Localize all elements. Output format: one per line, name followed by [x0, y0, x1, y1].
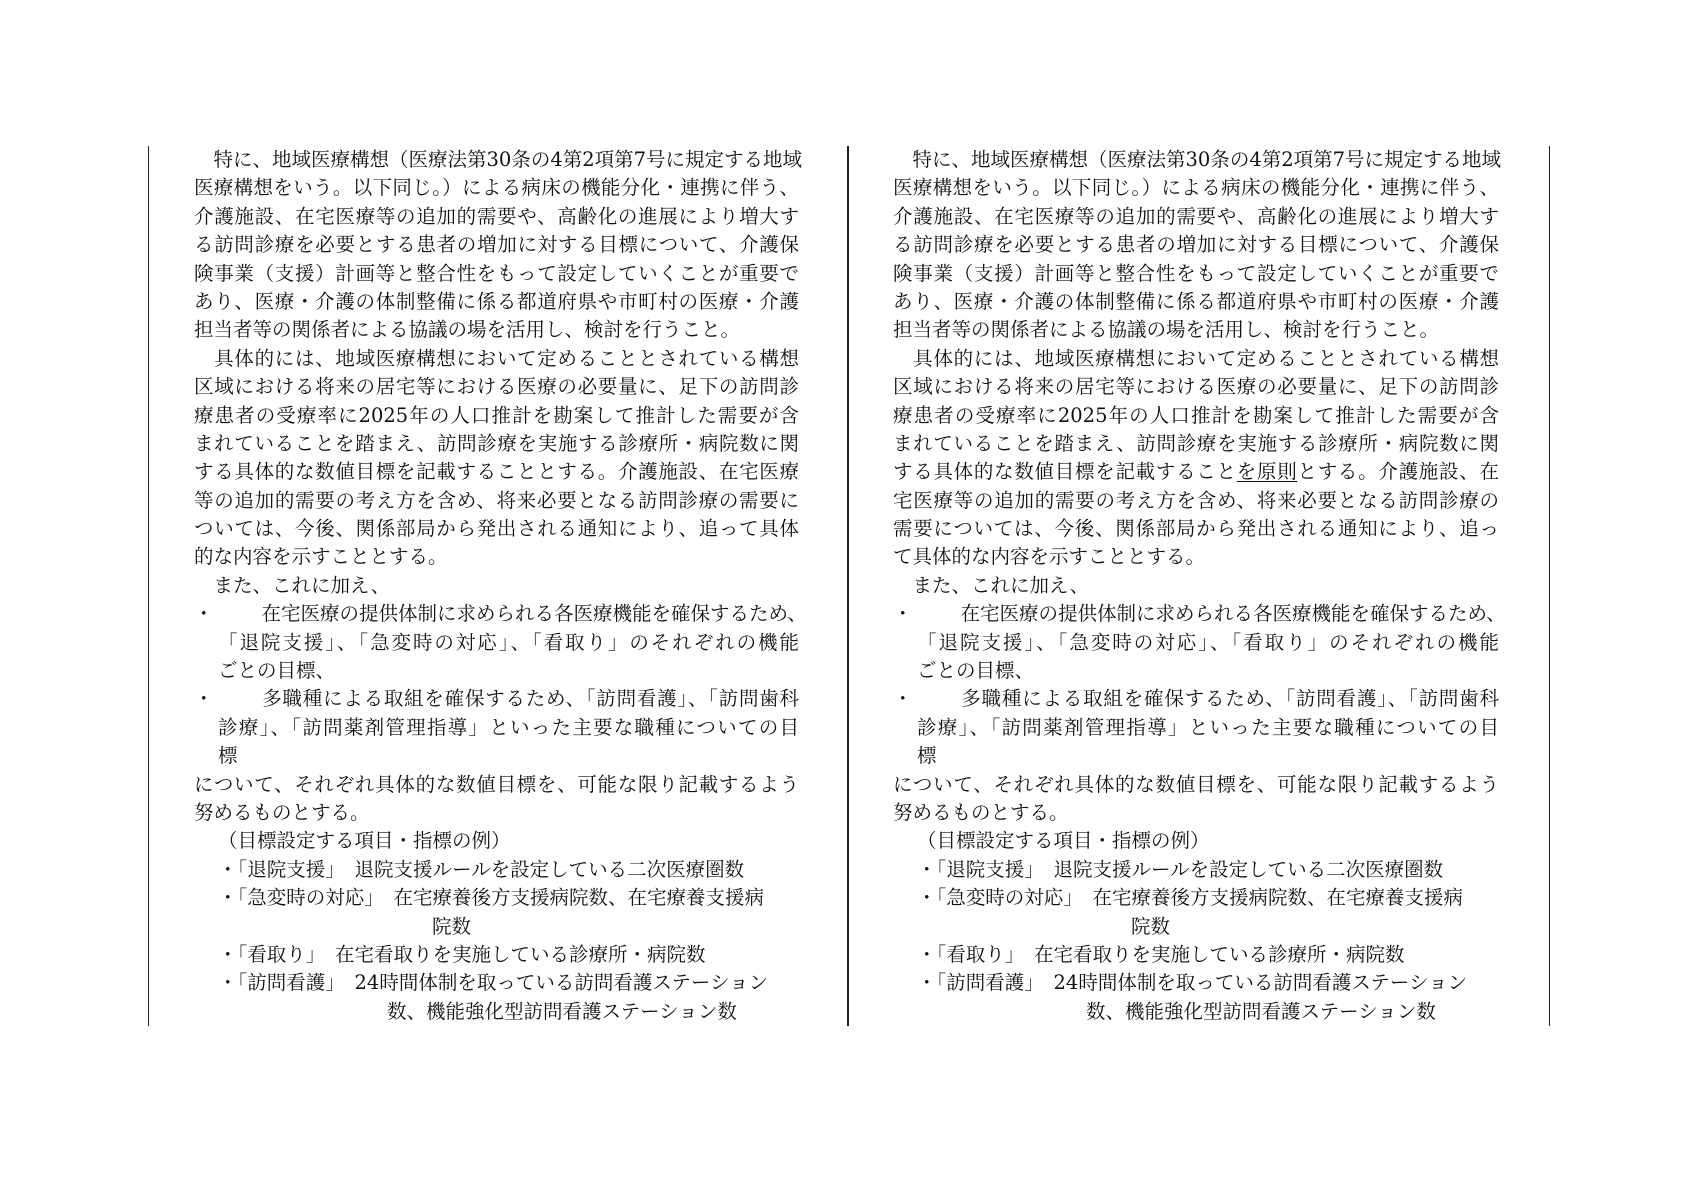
bullet-item-continued — [893, 714, 1499, 742]
paragraph-line: 区域における将来の居宅等における医療の必要量に、足下の訪問診 — [893, 375, 1499, 399]
text-segment: する具体的な数値目標を記載すること — [893, 460, 1237, 484]
left-column-text — [149, 146, 807, 1026]
example-item: ・「退院支援」 退院支援ルールを設定している二次医療圏数 — [917, 857, 1444, 881]
paragraph-line-with-revision — [893, 458, 1499, 486]
bullet-mark: ・ — [194, 687, 214, 711]
paragraph-line: また、これに加え、 — [194, 573, 391, 597]
paragraph-line: また、これに加え、 — [893, 573, 1090, 597]
bullet-mark: ・ — [893, 602, 913, 626]
bullet-text: 診療」、「訪問薬剤管理指導」といった主要な職種についての目 — [917, 715, 1499, 739]
bullet-text: 「退院支援」、「急変時の対応」、「看取り」のそれぞれの機能 — [917, 630, 1499, 654]
paragraph-line: 努めるものとする。 — [194, 800, 370, 824]
example-item: ・「急変時の対応」 在宅療養後方支援病院数、在宅療養支援病 — [218, 886, 765, 910]
bullet-item — [194, 685, 799, 713]
example-item: ・「看取り」 在宅看取りを実施している診療所・病院数 — [218, 942, 706, 966]
paragraph-line: 特に、地域医療構想（医療法第30条の4第2項第7号に規定する地域 — [893, 148, 1502, 171]
paragraph-line: 険事業（支援）計画等と整合性をもって設定していくことが重要で — [893, 261, 1499, 285]
bullet-item — [893, 600, 1506, 628]
paragraph-line: て具体的な内容を示すこととする。 — [893, 545, 1206, 569]
example-item: ・「急変時の対応」 在宅療養後方支援病院数、在宅療養支援病 — [917, 886, 1464, 910]
bullet-text: 「退院支援」、「急変時の対応」、「看取り」のそれぞれの機能 — [218, 630, 799, 654]
paragraph-line: 等の追加的需要の考え方を含め、将来必要となる訪問診療の需要に — [194, 488, 799, 512]
bullet-item — [194, 600, 807, 628]
underlined-revision: を原則 — [1236, 460, 1298, 484]
bullet-text: ごとの目標、 — [917, 659, 1035, 683]
bullet-item-continued — [194, 657, 799, 685]
bullet-text: 多職種による取組を確保するため、「訪問看護」、「訪問歯科 — [242, 687, 799, 711]
bullet-item-continued — [893, 629, 1499, 657]
example-item-continued: 数、機能強化型訪問看護ステーション数 — [387, 999, 737, 1023]
paragraph-line: 療患者の受療率に2025年の人口推計を勘案して推計した需要が含 — [194, 403, 799, 427]
bullet-mark: ・ — [893, 687, 913, 711]
paragraph-line: あり、医療・介護の体制整備に係る都道府県や市町村の医療・介護 — [194, 289, 799, 313]
paragraph-line: る訪問診療を必要とする患者の増加に対する目標について、介護保 — [194, 233, 799, 257]
paragraph-line: 宅医療等の追加的需要の考え方を含め、将来必要となる訪問診療の — [893, 488, 1499, 512]
bullet-text: 診療」、「訪問薬剤管理指導」といった主要な職種についての目 — [218, 715, 799, 739]
right-column — [848, 146, 1550, 1026]
paragraph-line: 努めるものとする。 — [893, 800, 1069, 824]
paragraph-line: する具体的な数値目標を記載することとする。介護施設、在宅医療 — [194, 460, 799, 484]
paragraph-line: まれていることを踏まえ、訪問診療を実施する診療所・病院数に関 — [194, 431, 799, 455]
example-item: ・「訪問看護」 24時間体制を取っている訪問看護ステーション — [917, 971, 1468, 995]
left-column — [148, 146, 848, 1026]
paragraph-line: について、それぞれ具体的な数値目標を、可能な限り記載するよう — [893, 772, 1499, 796]
paragraph-line: 医療構想をいう。以下同じ。）による病床の機能分化・連携に伴う、 — [194, 176, 799, 200]
right-column-text — [849, 146, 1506, 1026]
bullet-text: 在宅医療の提供体制に求められる各医療機能を確保するため、 — [941, 602, 1506, 626]
bullet-text: 多職種による取組を確保するため、「訪問看護」、「訪問歯科 — [941, 687, 1499, 711]
paragraph-line: 具体的には、地域医療構想において定めることとされている構想 — [893, 346, 1499, 370]
paragraph-line: る訪問診療を必要とする患者の増加に対する目標について、介護保 — [893, 233, 1499, 257]
paragraph-line: 担当者等の関係者による協議の場を活用し、検討を行うこと。 — [194, 318, 741, 342]
examples-header: （目標設定する項目・指標の例） — [218, 829, 511, 853]
bullet-text: 在宅医療の提供体制に求められる各医療機能を確保するため、 — [242, 602, 807, 626]
example-item: ・「退院支援」 退院支援ルールを設定している二次医療圏数 — [218, 857, 745, 881]
paragraph-line: ついては、今後、関係部局から発出される通知により、追って具体 — [194, 517, 799, 541]
example-item-continued: 院数 — [432, 914, 472, 938]
paragraph-line: 介護施設、在宅医療等の追加的需要や、高齢化の進展により増大す — [194, 204, 799, 228]
paragraph-line: まれていることを踏まえ、訪問診療を実施する診療所・病院数に関 — [893, 431, 1499, 455]
example-item: ・「訪問看護」 24時間体制を取っている訪問看護ステーション — [218, 971, 769, 995]
bullet-item — [893, 685, 1499, 713]
bullet-item-continued — [194, 714, 799, 742]
paragraph-line: について、それぞれ具体的な数値目標を、可能な限り記載するよう — [194, 772, 799, 796]
bullet-item-continued — [893, 742, 1499, 770]
example-item: ・「看取り」 在宅看取りを実施している診療所・病院数 — [917, 942, 1405, 966]
paragraph-line: 的な内容を示すこととする。 — [194, 545, 448, 569]
paragraph-line: 険事業（支援）計画等と整合性をもって設定していくことが重要で — [194, 261, 799, 285]
bullet-item-continued — [893, 657, 1499, 685]
examples-header: （目標設定する項目・指標の例） — [917, 829, 1210, 853]
paragraph-line: 医療構想をいう。以下同じ。）による病床の機能分化・連携に伴う、 — [893, 176, 1499, 200]
paragraph-line: 特に、地域医療構想（医療法第30条の4第2項第7号に規定する地域 — [194, 148, 803, 171]
paragraph-line: 具体的には、地域医療構想において定めることとされている構想 — [194, 346, 799, 370]
example-item-continued: 数、機能強化型訪問看護ステーション数 — [1086, 999, 1436, 1023]
example-item-continued: 院数 — [1131, 914, 1171, 938]
paragraph-line: 区域における将来の居宅等における医療の必要量に、足下の訪問診 — [194, 375, 799, 399]
paragraph-line: 需要については、今後、関係部局から発出される通知により、追っ — [893, 517, 1499, 541]
paragraph-line: 療患者の受療率に2025年の人口推計を勘案して推計した需要が含 — [893, 403, 1499, 427]
bullet-item-continued — [194, 629, 799, 657]
text-segment: とする。介護施設、在 — [1297, 460, 1499, 484]
paragraph-line: 担当者等の関係者による協議の場を活用し、検討を行うこと。 — [893, 318, 1440, 342]
bullet-text: ごとの目標、 — [218, 659, 336, 683]
paragraph-line: あり、医療・介護の体制整備に係る都道府県や市町村の医療・介護 — [893, 289, 1499, 313]
paragraph-line: 介護施設、在宅医療等の追加的需要や、高齢化の進展により増大す — [893, 204, 1499, 228]
bullet-item-continued — [194, 742, 799, 770]
bullet-mark: ・ — [194, 602, 214, 626]
bullet-text: 標 — [218, 744, 238, 768]
bullet-text: 標 — [917, 744, 937, 768]
